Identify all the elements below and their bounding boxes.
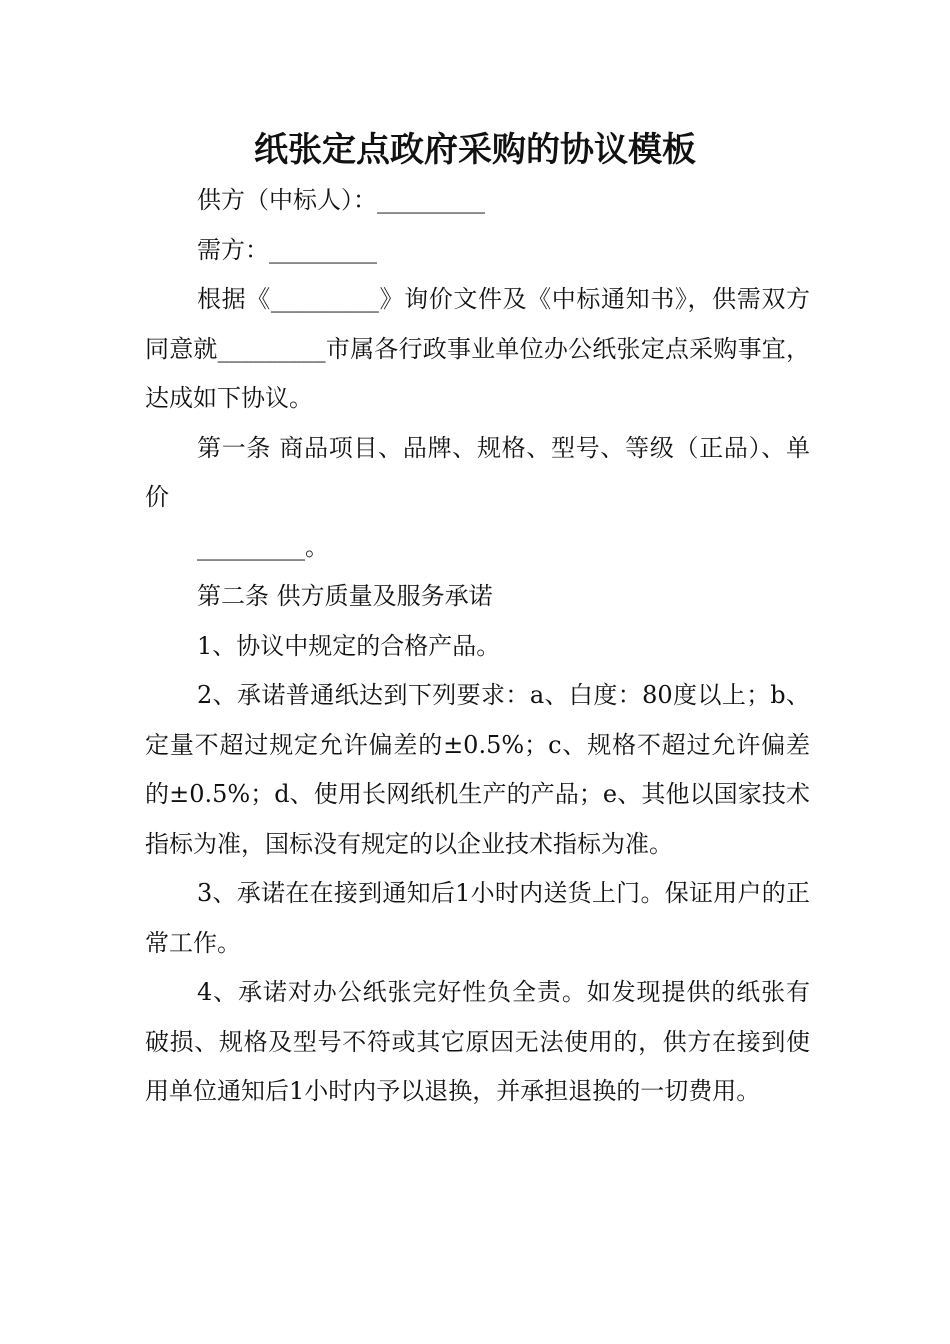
article-one-heading: 第一条 商品项目、品牌、规格、型号、等级（正品）、单价 [145,433,810,511]
article-two-item-2: 2、承诺普通纸达到下列要求：a、白度：80度以上；b、定量不超过规定允许偏差的±0.5%；c、规格不超过允许偏差的±0.5%；d、使用长网纸机生产的产品；e、其他以国家技术指标为准，国标没有规定的以企业技术指标为准。 [145,681,810,858]
intro-paragraph: 根据《_________》询价文件及《中标通知书》，供需双方同意就_________市属各行政事业单位办公纸张定点采购事宜，达成如下协议。 [145,285,810,412]
article-two-heading: 第二条 供方质量及服务承诺 [197,582,493,610]
buyer-line: 需方：_________ [197,235,377,264]
article-one-blank: _________。 [197,532,329,561]
article-two-item-1: 1、协议中规定的合格产品。 [197,631,501,660]
supplier-line: 供方（中标人）：_________ [197,186,485,214]
document-body [145,176,810,1117]
document-title: 纸张定点政府采购的协议模板 [254,130,696,170]
article-two-item-4: 4、承诺对办公纸张完好性负全责。如发现提供的纸张有破损、规格及型号不符或其它原因无法使用的，供方在接到使用单位通知后1小时内予以退换，并承担退换的一切费用。 [145,978,810,1105]
article-two-item-3: 3、承诺在在接到通知后1小时内送货上门。保证用户的正常工作。 [145,879,810,957]
